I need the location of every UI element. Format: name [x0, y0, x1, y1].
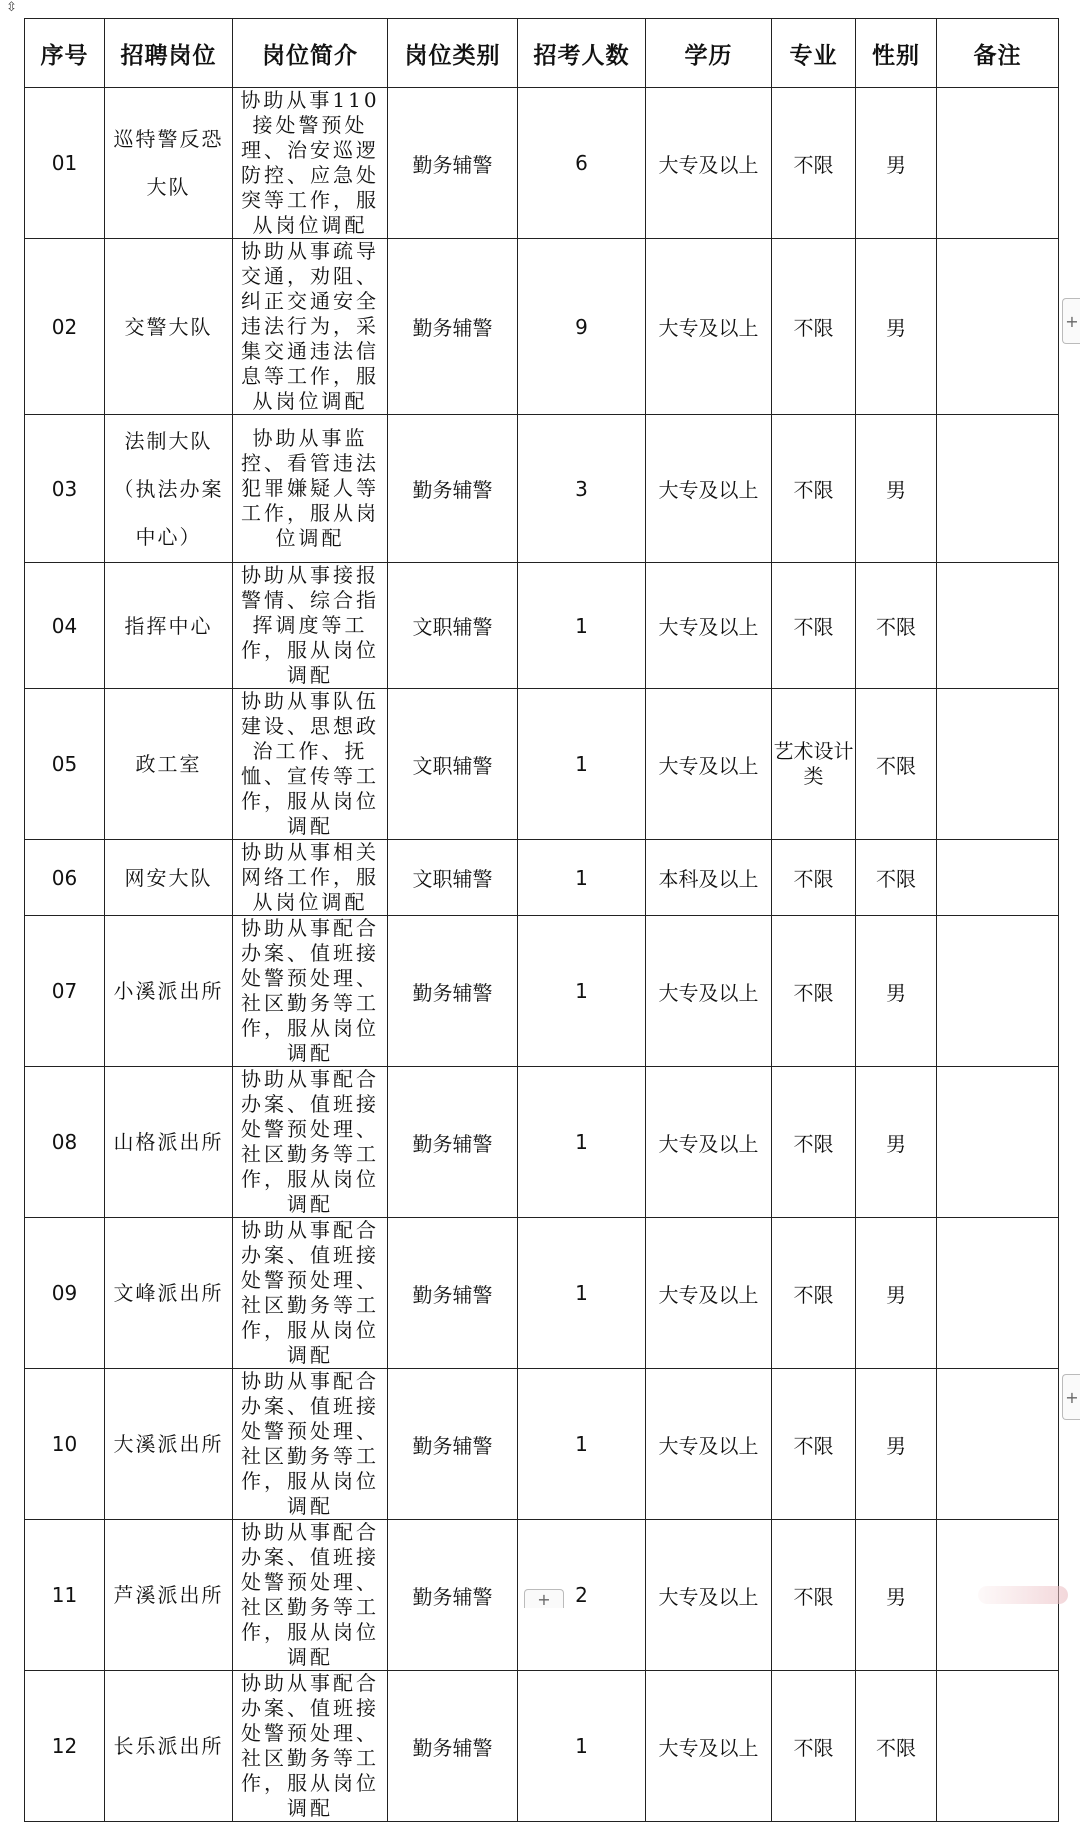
cell-education: 大专及以上 [646, 1369, 772, 1520]
cell-category: 文职辅警 [388, 840, 518, 916]
cell-desc: 协助从事110接处警预处理、治安巡逻防控、应急处突等工作，服从岗位调配 [233, 88, 388, 239]
cell-count: 1 [518, 916, 646, 1067]
table-row [25, 563, 1059, 689]
table-row [25, 840, 1059, 916]
cell-education: 大专及以上 [646, 916, 772, 1067]
cell-education: 大专及以上 [646, 88, 772, 239]
cell-post: 芦溪派出所 [105, 1520, 233, 1671]
cell-desc: 协助从事配合办案、值班接处警预处理、社区勤务等工作，服从岗位调配 [233, 916, 388, 1067]
header-count: 招考人数 [518, 19, 646, 88]
table-row [25, 88, 1059, 239]
cell-major: 不限 [772, 1671, 856, 1822]
cell-education: 大专及以上 [646, 1067, 772, 1218]
cell-desc: 协助从事接报警情、综合指挥调度等工作，服从岗位调配 [233, 563, 388, 689]
cell-desc: 协助从事配合办案、值班接处警预处理、社区勤务等工作，服从岗位调配 [233, 1520, 388, 1671]
cell-gender: 男 [856, 1369, 937, 1520]
cell-category: 勤务辅警 [388, 1067, 518, 1218]
cell-education: 大专及以上 [646, 689, 772, 840]
cell-gender: 男 [856, 415, 937, 563]
cell-count: 9 [518, 239, 646, 415]
cell-gender: 不限 [856, 840, 937, 916]
cell-post: 大溪派出所 [105, 1369, 233, 1520]
cell-post: 交警大队 [105, 239, 233, 415]
cell-education: 大专及以上 [646, 415, 772, 563]
cell-no: 07 [25, 916, 105, 1067]
cell-desc: 协助从事配合办案、值班接处警预处理、社区勤务等工作，服从岗位调配 [233, 1067, 388, 1218]
cell-gender: 男 [856, 1218, 937, 1369]
cell-gender: 男 [856, 239, 937, 415]
cell-note [937, 1369, 1059, 1520]
table-row [25, 1067, 1059, 1218]
cell-count: 1 [518, 1671, 646, 1822]
header-category: 岗位类别 [388, 19, 518, 88]
cell-category: 文职辅警 [388, 563, 518, 689]
table-row [25, 415, 1059, 563]
cell-category: 文职辅警 [388, 689, 518, 840]
cell-note [937, 840, 1059, 916]
cell-count: 6 [518, 88, 646, 239]
cell-note [937, 1671, 1059, 1822]
cell-category: 勤务辅警 [388, 415, 518, 563]
cell-gender: 不限 [856, 1671, 937, 1822]
cell-desc: 协助从事监控、看管违法犯罪嫌疑人等工作，服从岗位调配 [233, 415, 388, 563]
cell-education: 大专及以上 [646, 239, 772, 415]
cell-no: 05 [25, 689, 105, 840]
cell-desc: 协助从事配合办案、值班接处警预处理、社区勤务等工作，服从岗位调配 [233, 1218, 388, 1369]
cell-major: 不限 [772, 916, 856, 1067]
table-row [25, 1369, 1059, 1520]
cell-gender: 不限 [856, 563, 937, 689]
cell-no: 03 [25, 415, 105, 563]
cell-no: 08 [25, 1067, 105, 1218]
cell-major: 不限 [772, 239, 856, 415]
cell-category: 勤务辅警 [388, 1671, 518, 1822]
add-row-button[interactable] [1062, 1374, 1080, 1420]
cell-note [937, 1218, 1059, 1369]
cell-category: 勤务辅警 [388, 88, 518, 239]
header-note: 备注 [937, 19, 1059, 88]
cell-education: 大专及以上 [646, 1671, 772, 1822]
recruitment-table [24, 18, 1059, 1822]
header-desc: 岗位简介 [233, 19, 388, 88]
cell-education: 本科及以上 [646, 840, 772, 916]
cell-desc: 协助从事疏导交通，劝阻、纠正交通安全违法行为，采集交通违法信息等工作，服从岗位调配 [233, 239, 388, 415]
cell-no: 11 [25, 1520, 105, 1671]
cell-count: 2 [518, 1520, 646, 1671]
cell-no: 10 [25, 1369, 105, 1520]
cell-count: 1 [518, 689, 646, 840]
cell-note [937, 1067, 1059, 1218]
add-row-button[interactable] [1062, 298, 1080, 344]
header-no: 序号 [25, 19, 105, 88]
cell-category: 勤务辅警 [388, 916, 518, 1067]
cell-education: 大专及以上 [646, 1520, 772, 1671]
cell-gender: 男 [856, 88, 937, 239]
plus-icon: + [1065, 1387, 1079, 1407]
cell-category: 勤务辅警 [388, 1520, 518, 1671]
cell-note [937, 563, 1059, 689]
cell-post: 巡特警反恐大队 [105, 88, 233, 239]
cell-major: 不限 [772, 840, 856, 916]
cell-post: 文峰派出所 [105, 1218, 233, 1369]
cell-desc: 协助从事队伍建设、思想政治工作、抚恤、宣传等工作，服从岗位调配 [233, 689, 388, 840]
cell-no: 01 [25, 88, 105, 239]
cell-no: 04 [25, 563, 105, 689]
header-gender: 性别 [856, 19, 937, 88]
cell-no: 12 [25, 1671, 105, 1822]
cell-post: 法制大队（执法办案中心） [105, 415, 233, 563]
table-row [25, 239, 1059, 415]
cell-post: 小溪派出所 [105, 916, 233, 1067]
cell-post: 网安大队 [105, 840, 233, 916]
cell-education: 大专及以上 [646, 1218, 772, 1369]
plus-icon: + [537, 1589, 551, 1609]
cell-count: 1 [518, 563, 646, 689]
cell-count: 1 [518, 1218, 646, 1369]
header-post: 招聘岗位 [105, 19, 233, 88]
cell-count: 1 [518, 1369, 646, 1520]
cell-major: 不限 [772, 1067, 856, 1218]
cell-gender: 男 [856, 1067, 937, 1218]
cell-desc: 协助从事配合办案、值班接处警预处理、社区勤务等工作，服从岗位调配 [233, 1671, 388, 1822]
cell-gender: 不限 [856, 689, 937, 840]
cell-note [937, 239, 1059, 415]
cell-note [937, 88, 1059, 239]
cell-post: 长乐派出所 [105, 1671, 233, 1822]
cell-post: 指挥中心 [105, 563, 233, 689]
cell-note [937, 415, 1059, 563]
plus-icon: + [1065, 311, 1079, 331]
cell-major: 不限 [772, 1218, 856, 1369]
cell-gender: 男 [856, 1520, 937, 1671]
table-row [25, 1671, 1059, 1822]
cell-note [937, 689, 1059, 840]
cell-category: 勤务辅警 [388, 239, 518, 415]
header-major: 专业 [772, 19, 856, 88]
cell-post: 山格派出所 [105, 1067, 233, 1218]
cell-major: 不限 [772, 563, 856, 689]
cell-no: 09 [25, 1218, 105, 1369]
cell-major: 艺术设计类 [772, 689, 856, 840]
cell-major: 不限 [772, 1520, 856, 1671]
cell-category: 勤务辅警 [388, 1218, 518, 1369]
cell-desc: 协助从事相关网络工作，服从岗位调配 [233, 840, 388, 916]
cell-major: 不限 [772, 1369, 856, 1520]
cell-count: 1 [518, 840, 646, 916]
cell-category: 勤务辅警 [388, 1369, 518, 1520]
cell-note [937, 916, 1059, 1067]
header-row [25, 19, 1059, 88]
cell-no: 06 [25, 840, 105, 916]
table-row [25, 916, 1059, 1067]
table-anchor-icon[interactable]: ⇳ [6, 0, 17, 15]
watermark-blur [978, 1586, 1068, 1604]
cell-post: 政工室 [105, 689, 233, 840]
cell-major: 不限 [772, 415, 856, 563]
cell-major: 不限 [772, 88, 856, 239]
table-row [25, 1218, 1059, 1369]
cell-no: 02 [25, 239, 105, 415]
cell-gender: 男 [856, 916, 937, 1067]
cell-count: 3 [518, 415, 646, 563]
cell-education: 大专及以上 [646, 563, 772, 689]
cell-count: 1 [518, 1067, 646, 1218]
add-column-button[interactable] [524, 1589, 564, 1608]
cell-desc: 协助从事配合办案、值班接处警预处理、社区勤务等工作，服从岗位调配 [233, 1369, 388, 1520]
table-row [25, 689, 1059, 840]
header-education: 学历 [646, 19, 772, 88]
